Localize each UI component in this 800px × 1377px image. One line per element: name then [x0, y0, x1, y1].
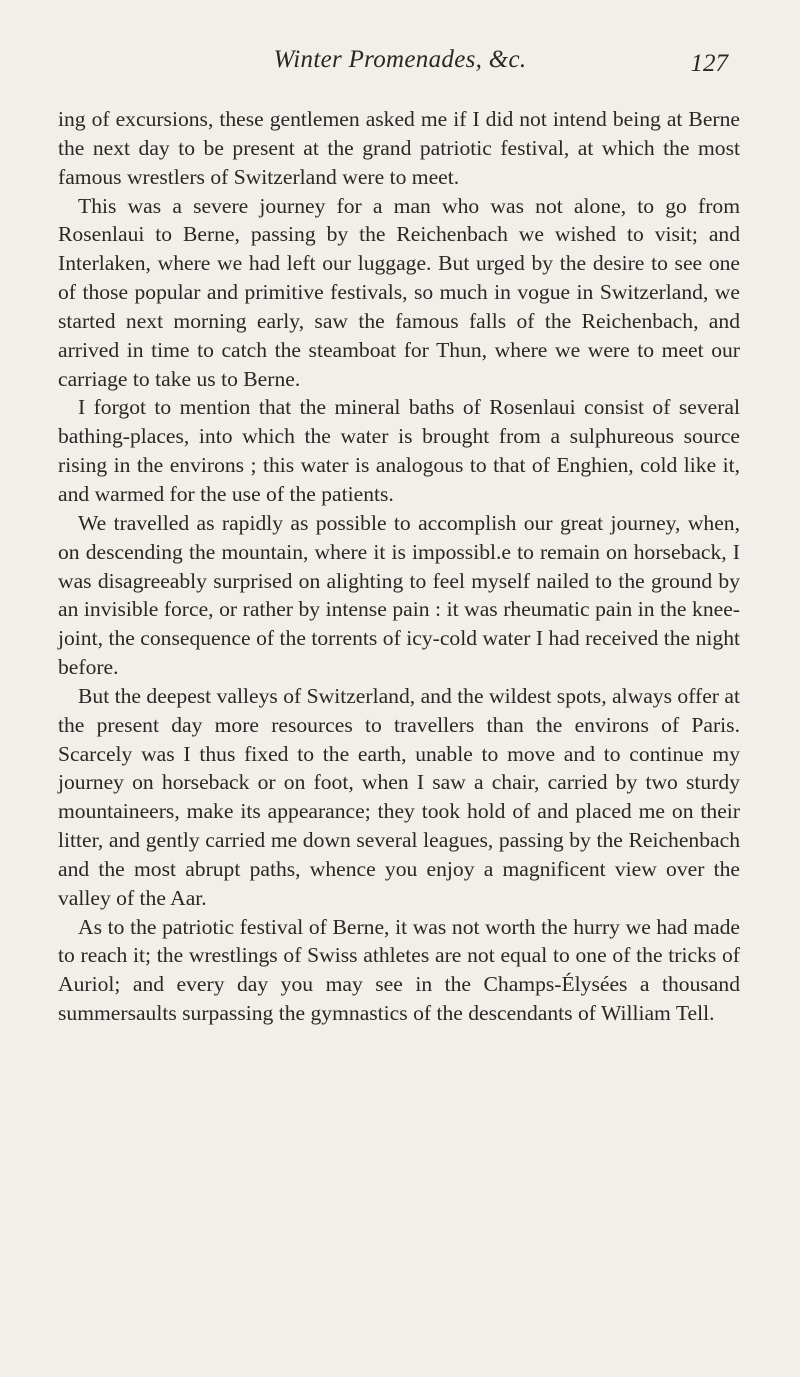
paragraph: We travelled as rapidly as possible to accomplish our great journey, when, on descending the mountain, where it is impossibl.e to remain on horseback, I was disagreeably surprised on alighting to feel myself nailed to the ground by an invisible force, or rather by intense pain : it was rheumatic pain in the knee-joint, the consequence of the torrents of icy-cold water I had received the night before. [58, 510, 740, 680]
paragraph: As to the patriotic festival of Berne, it was not worth the hurry we had made to reach it; the wrestlings of Swiss athletes are not equal to one of the tricks of Auriol; and every day you may see in the Champs-Élysées a thousand summersaults surpassing the gymnastics of the descendants of William Tell. [58, 914, 740, 1026]
paragraph: I forgot to mention that the mineral baths of Rosenlaui consist of several bathing-places, into which the water is brought from a sulphureous source rising in the environs ; this water is analogous to that of Enghien, cold like it, and warmed for the use of the patients. [58, 395, 740, 506]
running-head [0, 46, 800, 86]
paragraph: But the deepest valleys of Switzerland, and the wildest spots, always offer at the present day more resources to travellers than the environs of Paris. Scarcely was I thus fixed to the earth, unable to move and to continue my journey on horseback or on foot, when I saw a chair, carried by two sturdy mountaineers, make its appearance; they took hold of and placed me on their litter, and gently carried me down several leagues, passing by the Reichenbach and the most abrupt paths, whence you enjoy a magnificent view over the valley of the Aar. [58, 683, 740, 910]
running-title: Winter Promenades, &c. [273, 46, 527, 73]
body-text [58, 105, 740, 1028]
page-number: 127 [690, 50, 728, 77]
paragraph-continued: ing of excursions, these gentlemen asked me if I did not intend being at Berne the next day to be present at the grand patriotic festival, at which the most famous wrestlers of Switzerland were to meet. [58, 107, 740, 189]
paragraph: This was a severe journey for a man who was not alone, to go from Rosenlaui to Berne, passing by the Reichenbach we wished to visit; and Interlaken, where we had left our luggage. But urged by the desire to see one of those popular and primitive festivals, so much in vogue in Switzerland, we started next morning early, saw the famous falls of the Reichenbach, and arrived in time to catch the steamboat for Thun, where we were to meet our carriage to take us to Berne. [58, 193, 740, 391]
